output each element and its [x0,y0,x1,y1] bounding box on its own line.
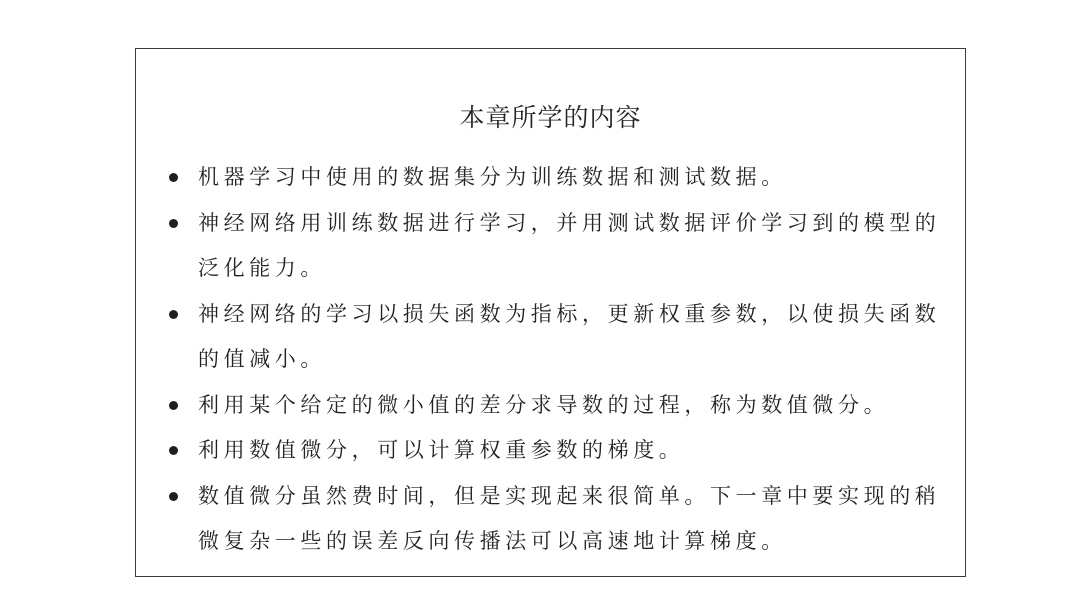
summary-line: 神经网络用训练数据进行学习，并用测试数据评价学习到的模型的 [198,210,941,235]
summary-line: 利用数值微分，可以计算权重参数的梯度。 [198,438,685,462]
summary-line: 数值微分虽然费时间，但是实现起来很简单。下一章中要实现的稍 [198,483,941,508]
summary-item [136,428,965,474]
summary-title: 本章所学的内容 [459,103,642,132]
summary-line: 神经网络的学习以损失函数为指标，更新权重参数，以使损失函数 [198,301,941,326]
bullet-dot-icon [169,219,178,228]
summary-item [136,383,965,429]
summary-line: 泛化能力。 [198,256,326,280]
summary-item [136,155,965,201]
summary-line: 利用某个给定的微小值的差分求导数的过程，称为数值微分。 [198,392,890,417]
summary-item [136,201,965,292]
summary-item [136,292,965,383]
summary-line: 机器学习中使用的数据集分为训练数据和测试数据。 [198,165,787,189]
chapter-summary-box [135,48,966,577]
bullet-dot-icon [169,401,178,410]
bullet-dot-icon [169,492,178,501]
summary-line: 微复杂一些的误差反向传播法可以高速地计算梯度。 [198,529,787,553]
summary-item [136,474,965,565]
bullet-dot-icon [169,446,178,455]
bullet-dot-icon [169,173,178,182]
bullet-dot-icon [169,310,178,319]
summary-list [136,155,965,565]
summary-line: 的值减小。 [198,347,326,371]
